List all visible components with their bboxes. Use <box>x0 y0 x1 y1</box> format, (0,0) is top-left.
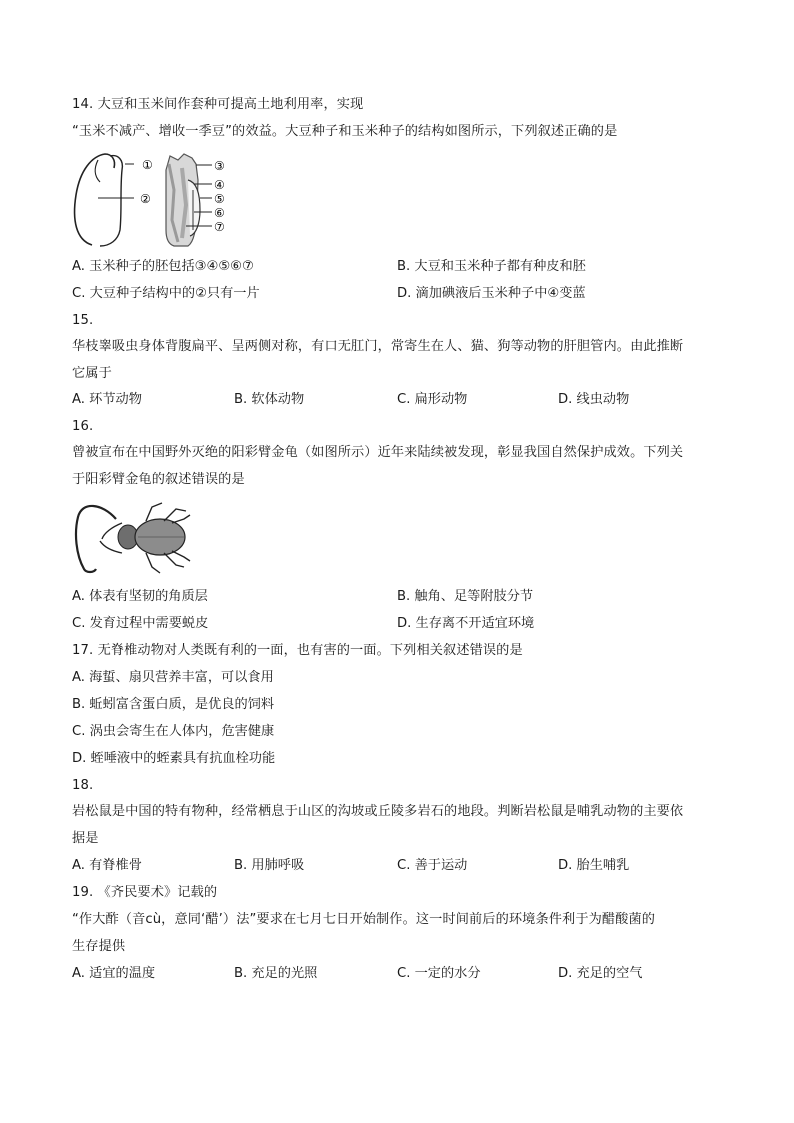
label-2: ② <box>140 192 151 206</box>
label-4: ④ <box>214 178 225 192</box>
label-7: ⑦ <box>214 220 225 234</box>
q16-number: 16. <box>72 419 94 434</box>
q14-option-a[interactable]: A. 玉米种子的胚包括③④⑤⑥⑦ <box>72 259 254 274</box>
q16-option-b[interactable]: B. 触角、足等附肢分节 <box>397 589 534 604</box>
q15-stem-line2: 它属于 <box>72 366 112 381</box>
q15-option-a[interactable]: A. 环节动物 <box>72 392 142 407</box>
q16-stem-line2: 于阳彩臂金龟的叙述错误的是 <box>72 472 245 487</box>
q19-option-c[interactable]: C. 一定的水分 <box>397 966 481 981</box>
q14-option-c[interactable]: C. 大豆种子结构中的②只有一片 <box>72 286 260 301</box>
q17-option-b[interactable]: B. 蚯蚓富含蛋白质，是优良的饲料 <box>72 697 275 712</box>
q14-option-d[interactable]: D. 滴加碘液后玉米种子中④变蓝 <box>397 286 586 301</box>
q18-number: 18. <box>72 778 94 793</box>
q19-stem-line1: 19. 《齐民要术》记载的 <box>72 885 218 900</box>
seed-structure-figure <box>70 150 260 250</box>
label-1: ① <box>142 158 153 172</box>
label-3: ③ <box>214 159 225 173</box>
q14-option-b[interactable]: B. 大豆和玉米种子都有种皮和胚 <box>397 259 586 274</box>
q15-option-c[interactable]: C. 扁形动物 <box>397 392 468 407</box>
q19-option-d[interactable]: D. 充足的空气 <box>558 966 643 981</box>
q16-option-d[interactable]: D. 生存离不开适宜环境 <box>397 616 535 631</box>
q18-option-d[interactable]: D. 胎生哺乳 <box>558 858 630 873</box>
corn-seed-drawing <box>166 154 200 246</box>
q19-option-b[interactable]: B. 充足的光照 <box>234 966 318 981</box>
q17-option-a[interactable]: A. 海蜇、扇贝营养丰富，可以食用 <box>72 670 274 685</box>
q18-option-b[interactable]: B. 用肺呼吸 <box>234 858 305 873</box>
q14-stem-line2: “玉米不减产、增收一季豆”的效益。大豆种子和玉米种子的结构如图所示，下列叙述正确的是 <box>72 124 618 139</box>
q19-stem-line2: “作大酢（音cù，意同‘醋’）法”要求在七月七日开始制作。这一时间前后的环境条件利于为醋酸菌的 <box>72 912 656 927</box>
q16-option-c[interactable]: C. 发育过程中需要蜕皮 <box>72 616 209 631</box>
q17-option-c[interactable]: C. 涡虫会寄生在人体内，危害健康 <box>72 724 275 739</box>
q15-stem-line1: 华枝睾吸虫身体背腹扁平、呈两侧对称，有口无肛门，常寄生在人、猫、狗等动物的肝胆管内。由此推断 <box>72 339 684 354</box>
q15-number: 15. <box>72 313 94 328</box>
q18-stem-line2: 据是 <box>72 831 99 846</box>
beetle-figure <box>72 497 194 579</box>
label-5: ⑤ <box>214 192 225 206</box>
q17-option-d[interactable]: D. 蛭唾液中的蛭素具有抗血栓功能 <box>72 751 276 766</box>
q18-option-a[interactable]: A. 有脊椎骨 <box>72 858 142 873</box>
q19-option-a[interactable]: A. 适宜的温度 <box>72 966 156 981</box>
q18-stem-line1: 岩松鼠是中国的特有物种，经常栖息于山区的沟坡或丘陵多岩石的地段。判断岩松鼠是哺乳动物的主要依 <box>72 804 684 819</box>
q17-stem-line1: 17. 无脊椎动物对人类既有利的一面，也有害的一面。下列相关叙述错误的是 <box>72 643 523 658</box>
q14-stem-line1: 14. 大豆和玉米间作套种可提高土地利用率，实现 <box>72 97 364 112</box>
q16-stem-line1: 曾被宣布在中国野外灭绝的阳彩臂金龟（如图所示）近年来陆续被发现，彰显我国自然保护成效。下列关 <box>72 445 684 460</box>
q16-option-a[interactable]: A. 体表有坚韧的角质层 <box>72 589 208 604</box>
q15-option-d[interactable]: D. 线虫动物 <box>558 392 630 407</box>
label-6: ⑥ <box>214 206 225 220</box>
q19-stem-line3: 生存提供 <box>72 939 126 954</box>
q18-option-c[interactable]: C. 善于运动 <box>397 858 468 873</box>
q15-option-b[interactable]: B. 软体动物 <box>234 392 305 407</box>
soybean-seed-drawing <box>75 154 134 246</box>
